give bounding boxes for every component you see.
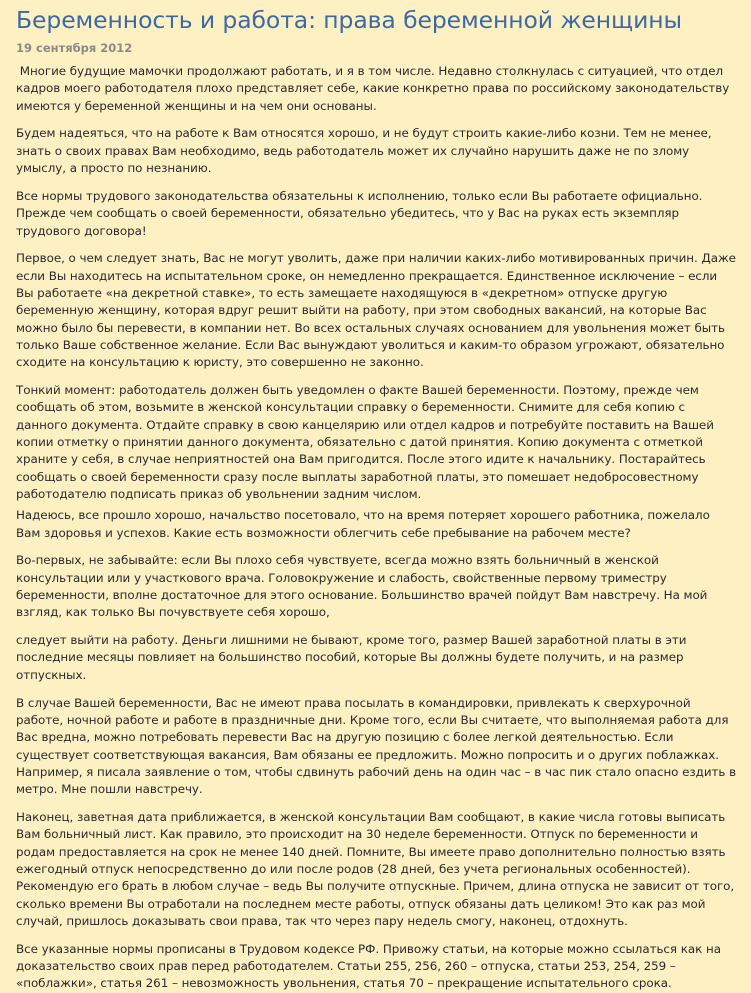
paragraph: Будем надеяться, что на работе к Вам относятся хорошо, и не будут строить какие-либо козни. Тем не менее, знать о своих правах Вам необходимо, ведь работодатель может их случайно нарушить даже не по злому умыслу, а просто по незнанию. <box>16 126 712 176</box>
article-title: Беременность и работа: права беременной женщины <box>16 6 682 34</box>
paragraph: Первое, о чем следует знать, Вас не могут уволить, даже при наличии каких-либо мотивированных причин. Даже если Вы находитесь на испытательном сроке, он немедленно прекращается. Единственное исключение – если Вы работаете «на декретной ставке», то есть замещаете находящуюся в «декретном» отпуске другую беременную женщину, которая вдруг решит выйти на работу, при этом свободных вакансий, на которые Вас можно было бы перевести, в компании нет. Во всех остальных случаях основанием для увольнения может быть только Ваше собственное желание. Если Вас вынуждают уволиться и каким-то образом угрожают, обязательно сходите на консультацию к юристу, это совершенно не законно. <box>16 251 736 370</box>
paragraph: Все нормы трудового законодательства обязательны к исполнению, только если Вы работаете официально. Прежде чем сообщать о своей беременности, обязательно убедитесь, что у Вас на руках есть экземпляр трудового договора! <box>16 188 703 238</box>
article-body <box>16 63 737 993</box>
paragraph: Тонкий момент: работодатель должен быть уведомлен о факте Вашей беременности. Поэтому, прежде чем сообщать об этом, возьмите в женской консультации справку о беременности. Снимите для себя копию с данного документа. Отдайте справку в свою канцелярию или отдел кадров и потребуйте поставить на Вашей копии отметку о принятии данного документа, обязательно с датой принятия. Копию документа с отметкой храните у себя, в случае неприятностей она Вам пригодится. После этого идите к начальнику. Постарайтесь сообщать о своей беременности сразу после выплаты заработной платы, это помешает недобросовестному работодателю подписать приказ об увольнении задним числом. <box>16 383 714 501</box>
paragraph: следует выйти на работу. Деньги лишними не бывают, кроме того, размер Вашей заработной платы в эти последние месяцы повлияет на большинство пособий, которые Вы должны будете получить, и на размер отпускных. <box>16 633 687 682</box>
paragraph: Все указанные нормы прописаны в Трудовом кодексе РФ. Привожу статьи, на которые можно ссылаться как на доказательство своих прав перед работодателем. Статьи 255, 256, 260 – отпуска, статьи 253, 254, 259 – «поблажки», статья 261 – невозможность увольнения, статья 70 – прекращение испытательного срока. <box>16 941 721 991</box>
paragraph: Во-первых, не забывайте: если Вы плохо себя чувствуете, всегда можно взять больничный в женской консультации или у участкового врача. Головокружение и слабость, свойственные первому триместру беременности, вполне достаточное для этого основание. Большинство врачей пойдут Вам навстречу. На мой взгляд, как только Вы почувствуете себя хорошо, <box>16 553 708 620</box>
paragraph: Надеюсь, все прошло хорошо, начальство посетовало, что на время потеряет хорошего работника, пожелало Вам здоровья и успехов. Какие есть возможности облегчить себе пребывание на рабочем месте? <box>16 508 710 540</box>
article-date: 19 сентября 2012 <box>16 41 133 55</box>
paragraph: В случае Вашей беременности, Вас не имеют права посылать в командировки, привлекать к сверхурочной работе, ночной работе и работе в праздничные дни. Кроме того, если Вы считаете, что выполняемая работа для Вас вредна, можно потребовать перевести Вас на другую позицию с более легкой деятельностью. Если существует соответствующая вакансия, Вам обязаны ее предложить. Можно попросить и о других поблажках. Например, я писала заявление о том, чтобы сдвинуть рабочий день на один час – в час пик стало опасно ездить в метро. Мне пошли навстречу. <box>16 695 737 797</box>
paragraph: Наконец, заветная дата приближается, в женской консультации Вам сообщают, в какие числа готовы выписать Вам больничный лист. Как правило, это происходит на 30 неделе беременности. Отпуск по беременности и родам предоставляется на срок не менее 140 дней. Помните, Вы имеете право дополнительно полностью взять ежегодный отпуск непосредственно до или после родов (28 дней, без учета региональных особенностей). Рекомендую его брать в любом случае – ведь Вы получите отпускные. Причем, длина отпуска не зависит от того, сколько времени Вы отработали на последнем месте работы, отпуск обязаны дать целиком! Это как раз мой случай, пришлось доказывать свои права, так что через пару недель смогу, наконец, отдохнуть. <box>16 810 735 928</box>
paragraph: Многие будущие мамочки продолжают работать, и я в том числе. Недавно столкнулась с ситуацией, что отдел кадров моего работодателя плохо представляет себе, какие конкретно права по российскому законодательству имеются у беременной женщины и на чем они основаны. <box>16 64 733 113</box>
